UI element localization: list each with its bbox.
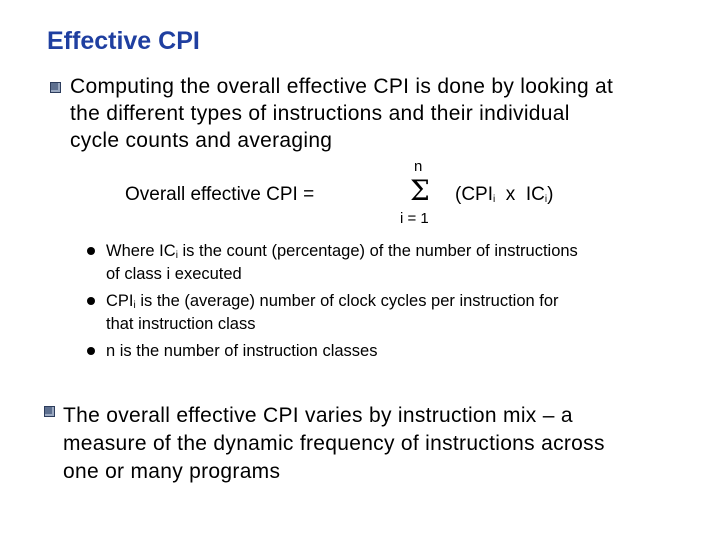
square-bullet-icon <box>50 82 61 93</box>
sub-bullet-2 <box>106 292 559 334</box>
dot-bullet-icon <box>87 297 95 305</box>
sub-bullet-2-line-2: that instruction class <box>106 315 256 333</box>
sigma-symbol: Σ <box>410 174 430 207</box>
bullet-2-line-2: measure of the dynamic frequency of instructions across <box>63 432 605 455</box>
sub-bullet-2-post: is the (average) number of clock cycles per instruction for <box>135 292 559 310</box>
sub-bullet-1-sub: i <box>175 250 178 261</box>
formula-lhs: Overall effective CPI = <box>125 184 315 205</box>
slide-title: Effective CPI <box>47 27 200 55</box>
sub-bullet-1-line-2: of class i executed <box>106 265 242 283</box>
square-bullet-icon <box>44 406 55 417</box>
formula-lower-limit: i = 1 <box>400 210 429 227</box>
formula-upper-limit: n <box>414 158 423 175</box>
dot-bullet-icon <box>87 347 95 355</box>
bullet-1-line-3: cycle counts and averaging <box>70 129 333 152</box>
formula-term-open: (CPI <box>455 184 493 205</box>
sub-bullet-3: n is the number of instruction classes <box>106 342 378 360</box>
sub-bullet-2-line-1 <box>106 292 559 315</box>
formula-term-sub-1: i <box>493 194 496 205</box>
sub-bullet-1-post: is the count (percentage) of the number of instructions <box>177 242 578 260</box>
sub-bullet-1-line-1 <box>106 242 578 265</box>
bullet-1-line-1: Computing the overall effective CPI is done by looking at <box>70 75 614 98</box>
sub-bullet-1 <box>106 242 578 284</box>
formula-term <box>455 184 553 206</box>
dot-bullet-icon <box>87 247 95 255</box>
formula-term-close: ) <box>547 184 554 205</box>
bullet-1-text <box>70 73 613 154</box>
sub-bullet-2-pre: CPI <box>106 292 134 310</box>
bullet-2-text <box>63 402 605 486</box>
sub-bullet-2-sub: i <box>133 300 136 311</box>
bullet-2-line-1: The overall effective CPI varies by instruction mix – a <box>63 404 573 427</box>
sub-bullet-1-pre: Where IC <box>106 242 176 260</box>
bullet-1-line-2: the different types of instructions and their individual <box>70 102 570 125</box>
formula-term-mid: x IC <box>495 184 545 205</box>
formula-term-sub-2: i <box>544 194 548 205</box>
bullet-2-line-3: one or many programs <box>63 460 281 483</box>
